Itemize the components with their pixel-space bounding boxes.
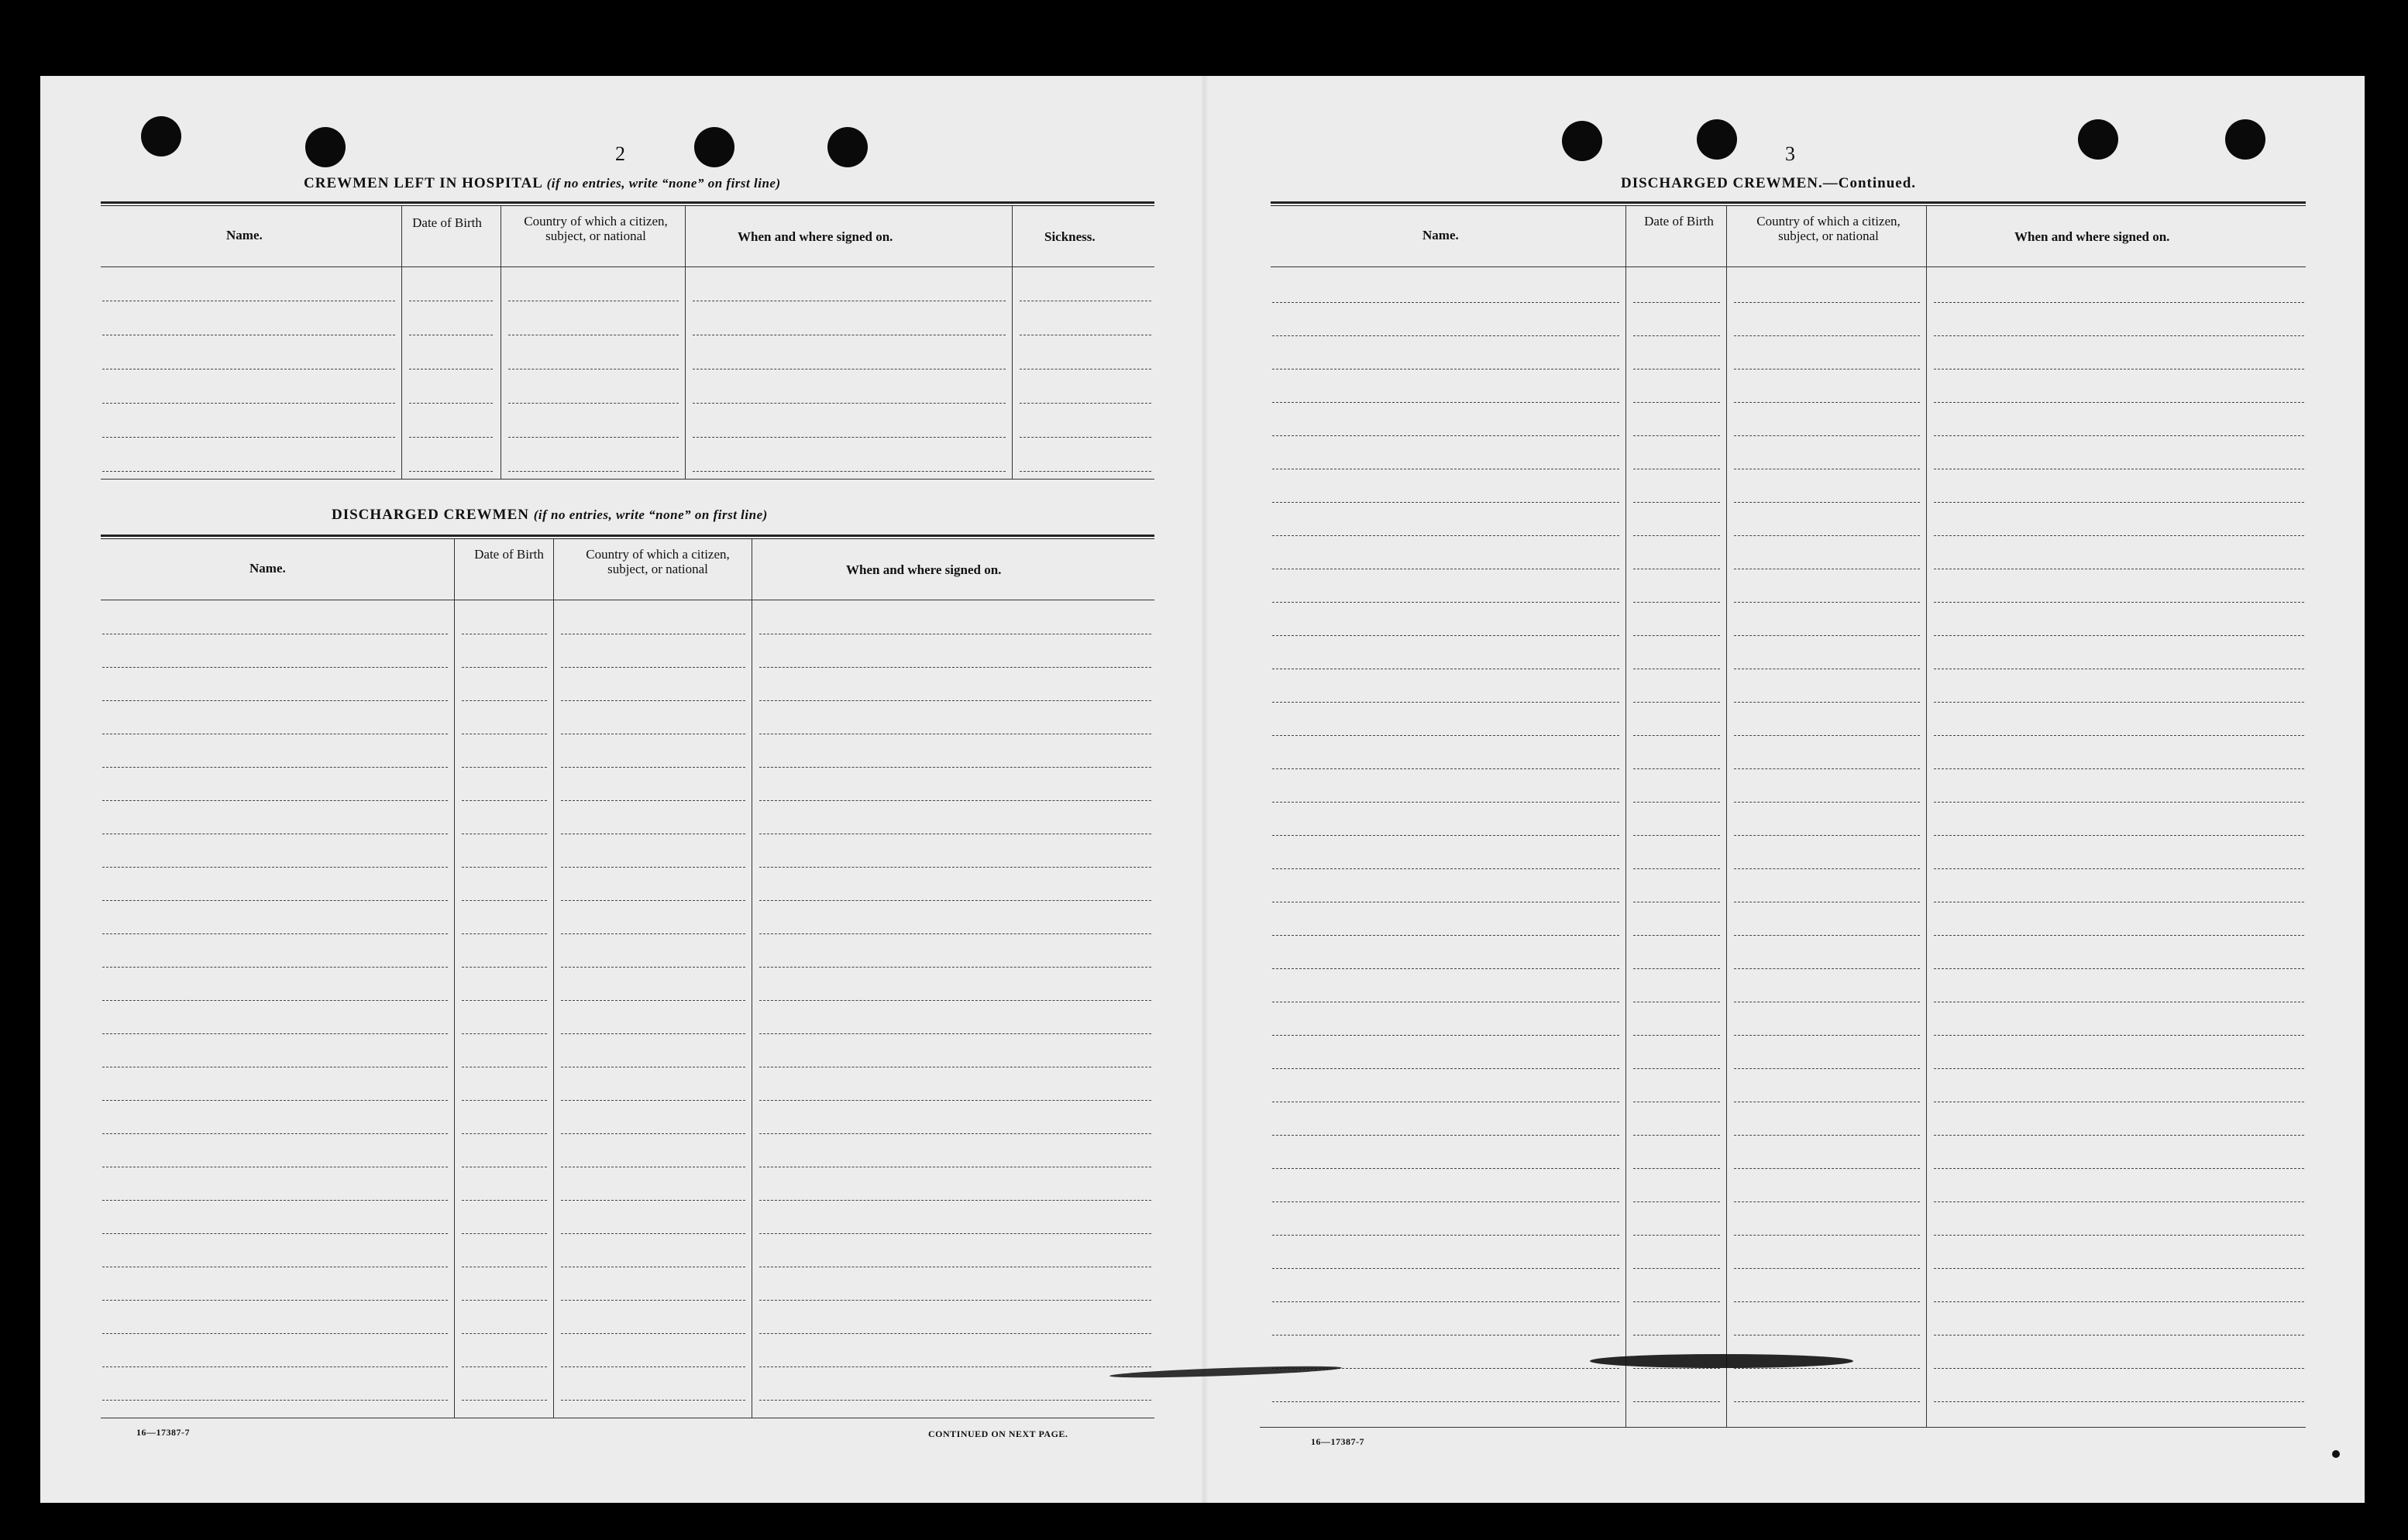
ruled-row-line <box>759 1133 1151 1134</box>
ruled-row-line <box>102 1400 448 1401</box>
ruled-row-line <box>1633 1401 1720 1402</box>
ruled-row-line <box>1633 602 1720 603</box>
ruled-row-line <box>1734 935 1920 936</box>
discharged-right-col-dob: Date of Birth <box>1644 214 1714 229</box>
ruled-row-line <box>508 437 679 438</box>
ruled-row-line <box>1272 602 1619 603</box>
ruled-row-line <box>1272 369 1619 370</box>
ruled-row-line <box>1734 435 1920 436</box>
hospital-vline <box>1012 206 1013 479</box>
ruled-row-line <box>1633 335 1720 336</box>
ruled-row-line <box>1633 1301 1720 1302</box>
ruled-row-line <box>1934 735 2304 736</box>
ruled-row-line <box>1734 335 1920 336</box>
punch-hole <box>694 127 734 167</box>
discharged-left-col-country: Country of which a citizen, subject, or national <box>586 547 730 576</box>
ruled-row-line <box>1272 968 1619 969</box>
ruled-row-line <box>561 1300 745 1301</box>
ruled-row-line <box>1934 968 2304 969</box>
ruled-row-line <box>1934 1268 2304 1269</box>
discharged-right-header-rule <box>1271 266 2306 267</box>
ruled-row-line <box>462 1133 547 1134</box>
ruled-row-line <box>759 1366 1151 1367</box>
page-number-left: 2 <box>615 143 625 165</box>
ruled-row-line <box>1734 1168 1920 1169</box>
ruled-row-line <box>1272 502 1619 503</box>
discharged-left-col-dob: Date of Birth <box>474 547 544 562</box>
discharged-right-vline <box>1726 206 1727 1427</box>
ruled-row-line <box>102 1333 448 1334</box>
ruled-row-line <box>462 1000 547 1001</box>
ruled-row-line <box>1934 1301 2304 1302</box>
ruled-row-line <box>1272 1268 1619 1269</box>
ruled-row-line <box>1934 302 2304 303</box>
ruled-row-line <box>1272 702 1619 703</box>
ruled-row-line <box>1633 635 1720 636</box>
ruled-row-line <box>1934 1135 2304 1136</box>
ruled-row-line <box>1734 1201 1920 1202</box>
ruled-row-line <box>1734 1235 1920 1236</box>
ruled-row-line <box>1734 535 1920 536</box>
ruled-row-line <box>102 1100 448 1101</box>
ruled-row-line <box>462 1366 547 1367</box>
ruled-row-line <box>1633 1368 1720 1369</box>
ruled-row-line <box>1934 768 2304 769</box>
ruled-row-line <box>1272 1068 1619 1069</box>
ruled-row-line <box>1272 835 1619 836</box>
discharged-left-vline <box>454 539 455 1418</box>
ruled-row-line <box>561 1366 745 1367</box>
punch-hole <box>1697 119 1737 160</box>
ruled-row-line <box>693 369 1006 370</box>
ruled-row-line <box>1633 735 1720 736</box>
ruled-row-line <box>102 967 448 968</box>
ruled-row-line <box>102 800 448 801</box>
ruled-row-line <box>102 1000 448 1001</box>
ruled-row-line <box>1272 735 1619 736</box>
ruled-row-line <box>561 1133 745 1134</box>
ruled-row-line <box>1272 1035 1619 1036</box>
ruled-row-line <box>1934 935 2304 936</box>
ruled-row-line <box>1020 437 1151 438</box>
form-number-right: 16—17387-7 <box>1311 1436 1364 1447</box>
ruled-row-line <box>1272 335 1619 336</box>
ruled-row-line <box>462 967 547 968</box>
punch-hole <box>2078 119 2118 160</box>
hospital-vline <box>401 206 402 479</box>
ruled-row-line <box>1734 1068 1920 1069</box>
ruled-row-line <box>759 1400 1151 1401</box>
ruled-row-line <box>1734 968 1920 969</box>
page-fold <box>1201 76 1209 1503</box>
page-number-right: 3 <box>1785 143 1795 165</box>
ruled-row-line <box>1272 435 1619 436</box>
ruled-row-line <box>462 900 547 901</box>
ruled-row-line <box>1633 1268 1720 1269</box>
continued-note: CONTINUED ON NEXT PAGE. <box>928 1428 1068 1439</box>
hospital-vline <box>685 206 686 479</box>
ruled-row-line <box>1934 835 2304 836</box>
ruled-row-line <box>1272 1201 1619 1202</box>
ruled-row-line <box>1734 702 1920 703</box>
ruled-row-line <box>102 667 448 668</box>
ruled-row-line <box>1934 1035 2304 1036</box>
hospital-title-text: CREWMEN LEFT IN HOSPITAL <box>304 175 542 191</box>
discharged-left-col-name: Name. <box>249 561 286 576</box>
ink-speck <box>2332 1450 2340 1458</box>
ruled-row-line <box>759 1100 1151 1101</box>
ruled-row-line <box>759 933 1151 934</box>
discharged-left-vline <box>553 539 554 1418</box>
ruled-row-line <box>693 403 1006 404</box>
punch-hole <box>141 116 181 156</box>
ruled-row-line <box>1934 1401 2304 1402</box>
ruled-row-line <box>1020 471 1151 472</box>
ruled-row-line <box>561 667 745 668</box>
ruled-row-line <box>1934 602 2304 603</box>
punch-hole <box>305 127 346 167</box>
ruled-row-line <box>759 900 1151 901</box>
ruled-row-line <box>1734 369 1920 370</box>
ruled-row-line <box>1633 935 1720 936</box>
ruled-row-line <box>1934 635 2304 636</box>
ruled-row-line <box>1633 302 1720 303</box>
ruled-row-line <box>102 867 448 868</box>
ink-smudge <box>1590 1354 1853 1368</box>
ruled-row-line <box>1272 535 1619 536</box>
ruled-row-line <box>561 1000 745 1001</box>
ruled-row-line <box>1633 702 1720 703</box>
form-number-left: 16—17387-7 <box>136 1427 190 1438</box>
ruled-row-line <box>1272 935 1619 936</box>
ruled-row-line <box>1934 868 2304 869</box>
ruled-row-line <box>1020 403 1151 404</box>
discharged-right-top-rule <box>1271 201 2306 206</box>
ruled-row-line <box>102 1300 448 1301</box>
ruled-row-line <box>1734 1368 1920 1369</box>
ruled-row-line <box>1934 1168 2304 1169</box>
discharged-right-col-name: Name. <box>1422 228 1459 242</box>
ruled-row-line <box>561 700 745 701</box>
ruled-row-line <box>1934 535 2304 536</box>
ruled-row-line <box>1934 1235 2304 1236</box>
hospital-col-signed: When and where signed on. <box>738 229 893 244</box>
ruled-row-line <box>561 800 745 801</box>
ruled-row-line <box>1734 768 1920 769</box>
ruled-row-line <box>462 1233 547 1234</box>
ruled-row-line <box>1934 702 2304 703</box>
ruled-row-line <box>759 1000 1151 1001</box>
ruled-row-line <box>1734 868 1920 869</box>
hospital-header-rule <box>101 266 1154 267</box>
discharged-right-col-country: Country of which a citizen, subject, or national <box>1756 214 1901 243</box>
ruled-row-line <box>462 667 547 668</box>
ruled-row-line <box>759 800 1151 801</box>
ruled-row-line <box>1633 768 1720 769</box>
ruled-row-line <box>462 1333 547 1334</box>
ruled-row-line <box>409 403 493 404</box>
ruled-row-line <box>759 1200 1151 1201</box>
ruled-row-line <box>1633 835 1720 836</box>
ruled-row-line <box>1633 868 1720 869</box>
ruled-row-line <box>462 1200 547 1201</box>
ruled-row-line <box>1272 1301 1619 1302</box>
ruled-row-line <box>1734 502 1920 503</box>
discharged-title-note: (if no entries, write “none” on first line) <box>533 507 768 522</box>
ruled-row-line <box>102 437 395 438</box>
discharged-left-top-rule <box>101 535 1154 539</box>
ruled-row-line <box>462 1033 547 1034</box>
ruled-row-line <box>1272 1235 1619 1236</box>
ruled-row-line <box>1734 402 1920 403</box>
ruled-row-line <box>561 1100 745 1101</box>
ruled-row-line <box>561 1333 745 1334</box>
ruled-row-line <box>409 471 493 472</box>
ruled-row-line <box>1633 968 1720 969</box>
ruled-row-line <box>1272 302 1619 303</box>
ruled-row-line <box>759 1300 1151 1301</box>
ruled-row-line <box>1633 435 1720 436</box>
ruled-row-line <box>102 700 448 701</box>
scanned-document <box>40 76 2365 1503</box>
ruled-row-line <box>1633 1135 1720 1136</box>
ruled-row-line <box>1734 1135 1920 1136</box>
discharged-left-col-signed: When and where signed on. <box>846 562 1002 577</box>
ruled-row-line <box>1934 369 2304 370</box>
ruled-row-line <box>759 967 1151 968</box>
ruled-row-line <box>759 1033 1151 1034</box>
ruled-row-line <box>561 967 745 968</box>
ruled-row-line <box>1734 602 1920 603</box>
ruled-row-line <box>462 867 547 868</box>
ruled-row-line <box>561 933 745 934</box>
ruled-row-line <box>508 369 679 370</box>
hospital-col-dob: Date of Birth <box>412 215 482 230</box>
ruled-row-line <box>759 700 1151 701</box>
ruled-row-line <box>561 900 745 901</box>
ruled-row-line <box>561 1400 745 1401</box>
ruled-row-line <box>1934 1368 2304 1369</box>
ruled-row-line <box>1934 1068 2304 1069</box>
ruled-row-line <box>1934 435 2304 436</box>
hospital-top-rule <box>101 201 1154 206</box>
ruled-row-line <box>1734 302 1920 303</box>
ruled-row-line <box>102 1233 448 1234</box>
ruled-row-line <box>1633 802 1720 803</box>
ruled-row-line <box>1633 1068 1720 1069</box>
ruled-row-line <box>102 1133 448 1134</box>
ruled-row-line <box>1633 1201 1720 1202</box>
ruled-row-line <box>1633 535 1720 536</box>
ruled-row-line <box>102 933 448 934</box>
ruled-row-line <box>693 437 1006 438</box>
ruled-row-line <box>1272 868 1619 869</box>
ruled-row-line <box>462 767 547 768</box>
punch-hole <box>2225 119 2265 160</box>
ruled-row-line <box>561 1033 745 1034</box>
ruled-row-line <box>1633 1035 1720 1036</box>
hospital-title-note: (if no entries, write “none” on first line) <box>546 176 781 191</box>
ruled-row-line <box>102 767 448 768</box>
ruled-row-line <box>1934 802 2304 803</box>
ruled-row-line <box>759 867 1151 868</box>
hospital-section-title <box>304 175 781 192</box>
ruled-row-line <box>1272 768 1619 769</box>
ruled-row-line <box>1734 635 1920 636</box>
ruled-row-line <box>1272 635 1619 636</box>
ruled-row-line <box>1633 1235 1720 1236</box>
ruled-row-line <box>1020 369 1151 370</box>
hospital-bottom-rule <box>101 479 1154 480</box>
ruled-row-line <box>102 1200 448 1201</box>
ruled-row-line <box>1734 1035 1920 1036</box>
discharged-section-title-left <box>332 507 768 524</box>
ruled-row-line <box>409 437 493 438</box>
hospital-col-country: Country of which a citizen, subject, or national <box>524 214 668 243</box>
ruled-row-line <box>102 900 448 901</box>
ruled-row-line <box>759 767 1151 768</box>
punch-hole <box>1562 121 1602 161</box>
ruled-row-line <box>1734 802 1920 803</box>
ruled-row-line <box>759 667 1151 668</box>
ruled-row-line <box>1934 1201 2304 1202</box>
ruled-row-line <box>1272 402 1619 403</box>
ruled-row-line <box>409 369 493 370</box>
ruled-row-line <box>1633 1168 1720 1169</box>
ruled-row-line <box>102 403 395 404</box>
ruled-row-line <box>1272 1168 1619 1169</box>
ruled-row-line <box>462 700 547 701</box>
ruled-row-line <box>508 471 679 472</box>
ruled-row-line <box>1633 502 1720 503</box>
ruled-row-line <box>102 471 395 472</box>
ruled-row-line <box>1934 502 2304 503</box>
discharged-right-vline <box>1625 206 1626 1427</box>
discharged-right-col-signed: When and where signed on. <box>2014 229 2170 244</box>
ruled-row-line <box>1734 835 1920 836</box>
ruled-row-line <box>561 867 745 868</box>
ruled-row-line <box>1734 1268 1920 1269</box>
ruled-row-line <box>102 1366 448 1367</box>
ruled-row-line <box>462 1300 547 1301</box>
ruled-row-line <box>561 1233 745 1234</box>
ruled-row-line <box>508 403 679 404</box>
hospital-col-name: Name. <box>226 228 263 242</box>
punch-hole <box>827 127 868 167</box>
ruled-row-line <box>1633 402 1720 403</box>
ruled-row-line <box>1934 335 2304 336</box>
ruled-row-line <box>759 1333 1151 1334</box>
ruled-row-line <box>1734 1401 1920 1402</box>
ruled-row-line <box>462 1100 547 1101</box>
discharged-title-text: DISCHARGED CREWMEN <box>332 507 529 523</box>
ruled-row-line <box>462 800 547 801</box>
ruled-row-line <box>462 933 547 934</box>
ruled-row-line <box>462 1400 547 1401</box>
ruled-row-line <box>1734 735 1920 736</box>
ruled-row-line <box>1934 402 2304 403</box>
discharged-right-vline <box>1926 206 1927 1427</box>
ruled-row-line <box>759 1233 1151 1234</box>
ruled-row-line <box>102 1033 448 1034</box>
hospital-col-sickness: Sickness. <box>1044 229 1096 244</box>
ruled-row-line <box>561 1200 745 1201</box>
ruled-row-line <box>693 471 1006 472</box>
ruled-row-line <box>1272 1401 1619 1402</box>
ruled-row-line <box>561 767 745 768</box>
ruled-row-line <box>1633 369 1720 370</box>
ruled-row-line <box>1272 1135 1619 1136</box>
discharged-right-bottom-rule <box>1260 1427 2306 1428</box>
ruled-row-line <box>1734 1301 1920 1302</box>
discharged-section-title-right: DISCHARGED CREWMEN.—Continued. <box>1621 175 1917 191</box>
ruled-row-line <box>1272 802 1619 803</box>
ruled-row-line <box>102 369 395 370</box>
